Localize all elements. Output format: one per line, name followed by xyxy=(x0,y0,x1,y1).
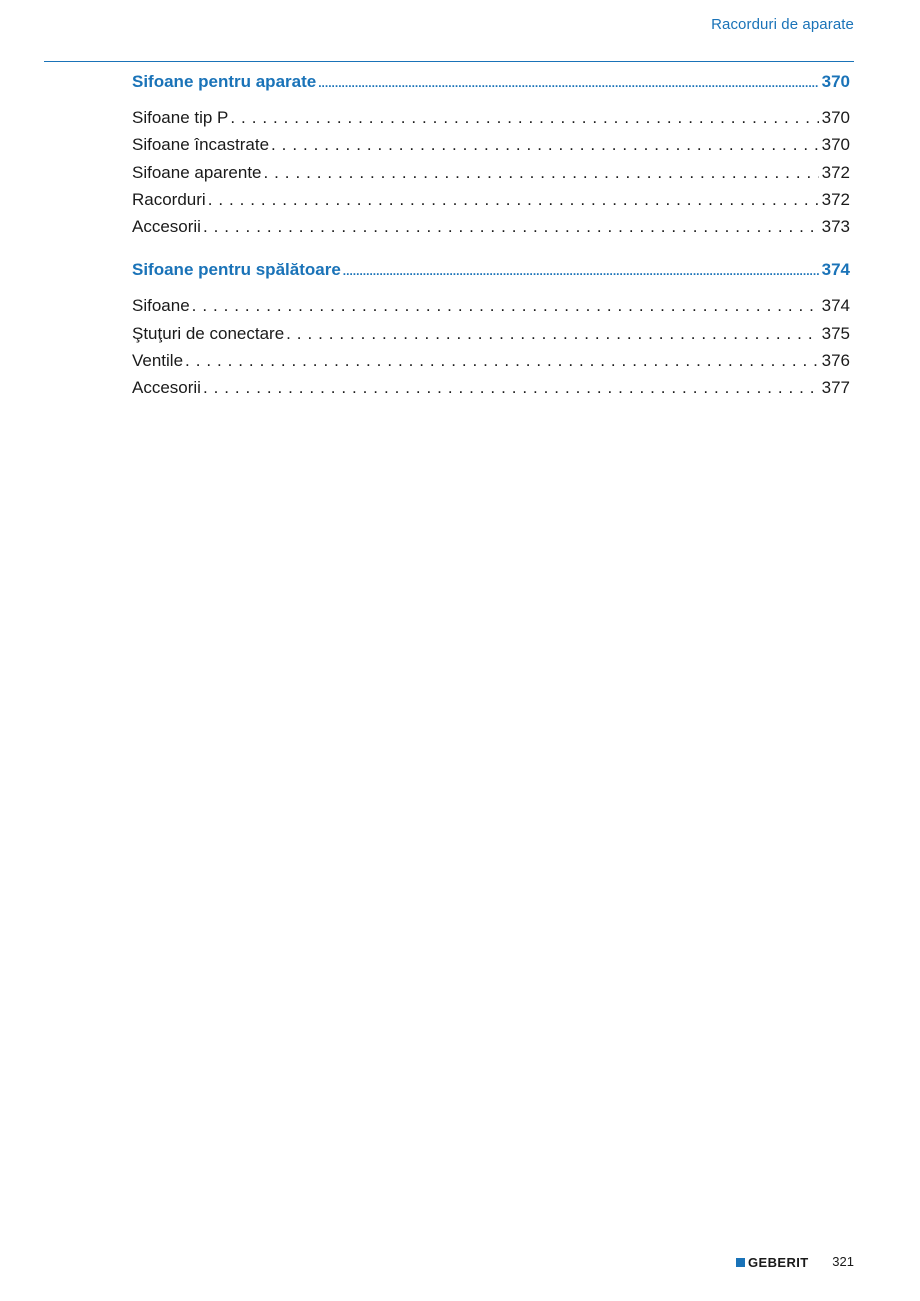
dot-leader xyxy=(230,104,818,131)
toc-entry-label: Ştuţuri de conectare xyxy=(132,323,285,343)
dot-leader xyxy=(271,131,819,158)
dot-leader xyxy=(286,320,818,347)
toc-section-title[interactable] xyxy=(132,256,850,284)
toc-entry-label: Ventile xyxy=(132,351,184,371)
toc-entry-label: Sifoane încastrate xyxy=(132,135,270,155)
toc-section xyxy=(132,68,850,240)
dot-leader xyxy=(318,68,818,97)
toc-entry-page: 375 xyxy=(821,323,850,343)
toc-entry[interactable] xyxy=(132,347,850,374)
toc-entry[interactable] xyxy=(132,186,850,213)
toc-entry-label: Sifoane aparente xyxy=(132,162,262,182)
logo-square-icon xyxy=(736,1258,745,1267)
header-rule xyxy=(44,61,854,62)
toc-section-page: 370 xyxy=(821,72,850,91)
toc-entry[interactable] xyxy=(132,104,850,131)
toc-entry-label: Accesorii xyxy=(132,217,201,237)
toc-section-title[interactable] xyxy=(132,68,850,96)
toc-entry[interactable] xyxy=(132,374,850,401)
dot-leader xyxy=(203,213,819,240)
toc-entry-label: Accesorii xyxy=(132,378,201,398)
toc-section xyxy=(132,256,850,401)
toc-entry-label: Sifoane tip P xyxy=(132,108,229,127)
running-header: Racorduri de aparate xyxy=(711,16,854,33)
toc-entry-page: 370 xyxy=(821,108,850,127)
toc-entry[interactable] xyxy=(132,292,850,319)
toc-entry[interactable] xyxy=(132,213,850,240)
toc-entry-page: 374 xyxy=(821,296,850,316)
toc-entry-page: 373 xyxy=(821,217,850,237)
dot-leader xyxy=(185,347,819,374)
toc-entry-page: 376 xyxy=(821,351,850,371)
dot-leader xyxy=(264,159,819,186)
toc-entry[interactable] xyxy=(132,131,850,158)
page-number: 321 xyxy=(832,1254,854,1269)
dot-leader xyxy=(343,256,819,285)
toc-section-page: 374 xyxy=(821,260,850,280)
toc-entry-label: Racorduri xyxy=(132,189,206,209)
toc-entry[interactable] xyxy=(132,320,850,347)
logo-wordmark: GEBERIT xyxy=(748,1255,809,1270)
toc-entry-page: 377 xyxy=(821,378,850,398)
dot-leader xyxy=(203,374,819,401)
toc-entry-page: 370 xyxy=(821,135,850,155)
toc-section-label: Sifoane pentru aparate xyxy=(132,72,317,91)
toc-entry-page: 372 xyxy=(821,162,850,182)
toc-section-label: Sifoane pentru spălătoare xyxy=(132,260,341,280)
dot-leader xyxy=(192,292,819,319)
dot-leader xyxy=(208,186,819,213)
toc-entry-label: Sifoane xyxy=(132,296,190,316)
geberit-logo xyxy=(736,1255,809,1270)
toc-entry[interactable] xyxy=(132,159,850,186)
toc-entry-page: 372 xyxy=(821,189,850,209)
table-of-contents xyxy=(132,68,850,418)
